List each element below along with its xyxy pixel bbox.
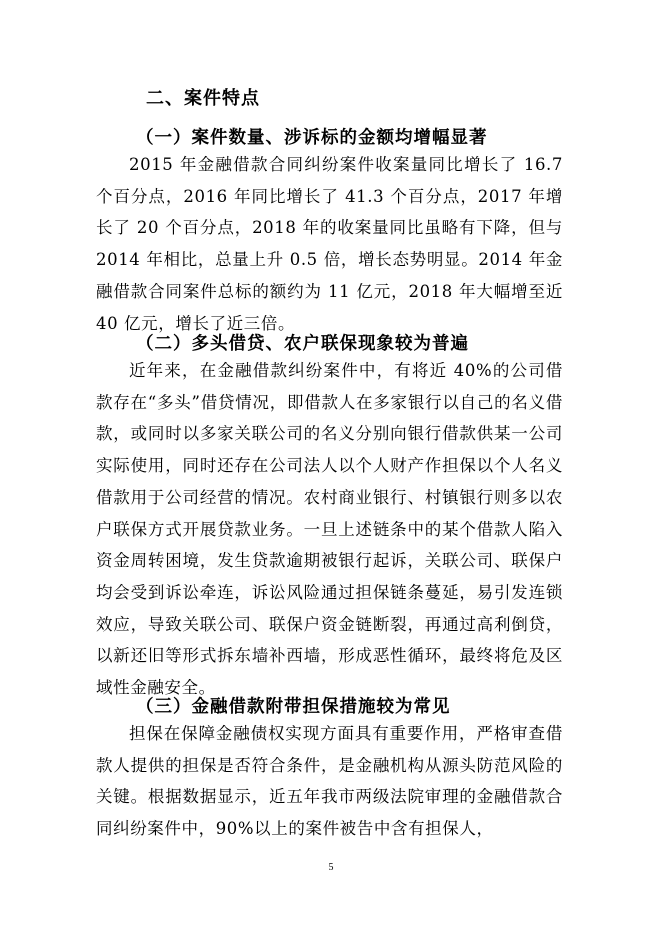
page-number: 5: [328, 862, 334, 873]
subsection-heading-3: （三）金融借款附带担保措施较为常见: [136, 697, 451, 717]
subsection-heading-1: （一）案件数量、涉诉标的金额均增幅显著: [136, 128, 488, 148]
paragraph-1: 2015 年金融借款合同纠纷案件收案量同比增长了 16.7 个百分点，2016 年同比增长了 41.3 个百分点，2017 年增长了 20 个百分点，2018 年的收案量同比虽略有下降，但与 2014 年相比，总量上升 0.5 倍，增长态势明显。2014 年金融借款合同案件总标的额约为 11 亿元，2018 年大幅增至近 40 亿元，增长了近三倍。: [96, 155, 563, 333]
subsection-heading-2: （二）多头借贷、农户联保现象较为普遍: [136, 334, 469, 354]
paragraph-2: 近年来，在金融借款纠纷案件中，有将近 40%的公司借款存在“多头”借贷情况，即借款人在多家银行以自己的名义借款，或同时以多家关联公司的名义分别向银行借款供某一公司实际使用，同时还存在公司法人以个人财产作担保以个人名义借款用于公司经营的情况。农村商业银行、村镇银行则多以农户联保方式开展贷款业务。一旦上述链条中的某个借款人陷入资金周转困境，发生贷款逾期被银行起诉，关联公司、联保户均会受到诉讼牵连，诉讼风险通过担保链条蔓延，易引发连锁效应，导致关联公司、联保户资金链断裂，再通过高利倒贷，以新还旧等形式拆东墙补西墙，形成恶性循环，最终将危及区域性金融安全。: [96, 361, 563, 698]
section-heading: 二、案件特点: [146, 88, 260, 109]
paragraph-3: 担保在保障金融债权实现方面具有重要作用，严格审查借款人提供的担保是否符合条件，是金融机构从源头防范风险的关键。根据数据显示，近五年我市两级法院审理的金融借款合同纠纷案件中，90%以上的案件被告中含有担保人，: [96, 724, 563, 839]
